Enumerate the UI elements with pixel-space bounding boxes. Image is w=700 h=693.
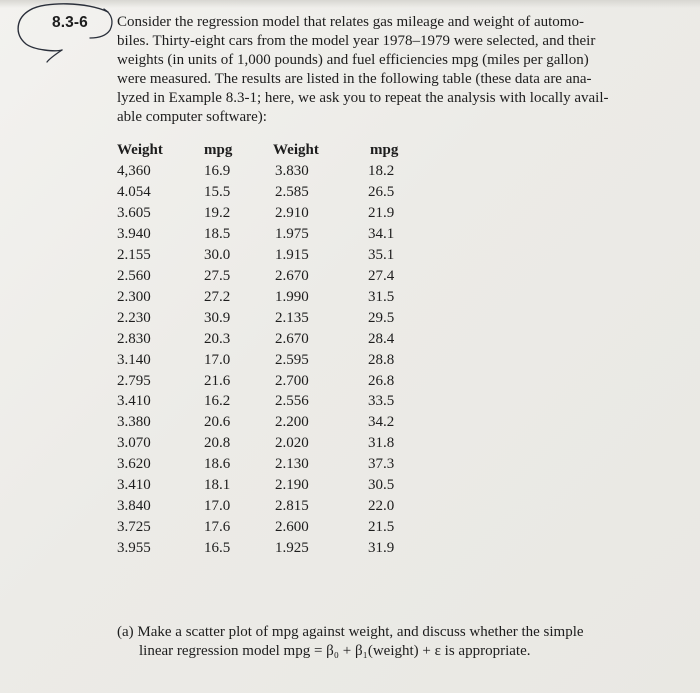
cell-weight: 2.020 [275,435,309,452]
cell-weight: 2.670 [275,330,309,347]
cell-weight: 3.070 [117,435,151,452]
cell-weight: 2.910 [275,204,309,221]
cell-weight: 2.670 [275,267,309,284]
cell-weight: 2.155 [117,246,151,263]
cell-weight: 2.795 [117,372,151,389]
problem-line: able computer software): [117,109,267,125]
cell-mpg: 17.0 [204,498,231,515]
cell-weight: 2.600 [275,519,309,536]
problem-statement [117,13,662,127]
cell-mpg: 28.4 [368,330,395,347]
cell-mpg: 17.6 [204,519,231,536]
cell-mpg: 26.5 [368,184,395,200]
cell-mpg: 29.5 [368,309,395,326]
cell-mpg: 16.9 [204,163,231,179]
cell-mpg: 20.6 [204,414,231,431]
cell-weight: 2.700 [275,372,309,389]
cell-mpg: 27.2 [204,288,231,305]
cell-mpg: 31.5 [368,288,395,305]
problem-line: biles. Thirty-eight cars from the model year 1978–1979 were selected, and their [117,33,596,49]
cell-mpg: 34.2 [368,414,395,431]
part-a-line: linear regression model mpg = β₀ + β₁(weight) + ε is appropriate. [139,643,531,659]
cell-mpg: 20.8 [204,435,231,452]
cell-mpg: 15.5 [204,184,231,200]
column-header-mpg: mpg [204,142,233,158]
cell-weight: 2.560 [117,267,151,284]
cell-mpg: 31.9 [368,540,395,557]
cell-mpg: 18.1 [204,477,231,494]
problem-line: were measured. The results are listed in the following table (these data are ana- [117,71,592,87]
cell-mpg: 35.1 [368,246,395,263]
cell-weight: 3.605 [117,204,151,221]
cell-weight: 2.815 [275,498,309,515]
cell-weight: 2.200 [275,414,309,431]
column-header-weight: Weight [273,142,319,158]
problem-number: 8.3-6 [52,14,88,31]
cell-mpg: 30.0 [204,246,231,263]
handwritten-circle-mark [0,0,130,80]
cell-weight: 3.955 [117,540,151,557]
cell-mpg: 28.8 [368,351,395,368]
cell-mpg: 27.4 [368,267,395,284]
cell-weight: 2.230 [117,309,151,326]
cell-mpg: 21.5 [368,519,395,536]
cell-mpg: 30.9 [204,309,231,326]
cell-mpg: 18.6 [204,456,231,473]
cell-mpg: 26.8 [368,372,395,389]
problem-line: lyzed in Example 8.3-1; here, we ask you to repeat the analysis with locally avail- [117,90,609,106]
cell-mpg: 18.2 [368,163,395,179]
cell-mpg: 18.5 [204,225,231,242]
part-a-line: (a) Make a scatter plot of mpg against weight, and discuss whether the simple [117,624,584,640]
cell-weight: 3.410 [117,393,151,410]
cell-weight: 3.725 [117,519,151,536]
cell-mpg: 31.8 [368,435,395,452]
cell-mpg: 30.5 [368,477,395,494]
cell-weight: 3.380 [117,414,151,431]
cell-weight: 3.840 [117,498,151,515]
cell-weight: 1.990 [275,288,309,305]
cell-weight: 2.556 [275,393,309,410]
cell-weight: 2.300 [117,288,151,305]
cell-mpg: 27.5 [204,267,231,284]
cell-mpg: 33.5 [368,393,395,410]
cell-weight: 2.830 [117,330,151,347]
cell-mpg: 16.2 [204,393,231,410]
cell-weight: 3.940 [117,225,151,242]
problem-line: Consider the regression model that relates gas mileage and weight of automo- [117,14,584,30]
column-header-weight: Weight [117,142,163,158]
problem-line: weights (in units of 1,000 pounds) and fuel efficiencies mpg (miles per gallon) [117,52,589,68]
cell-weight: 2.585 [275,184,309,200]
cell-weight: 1.975 [275,225,309,242]
cell-weight: 4,360 [117,163,151,179]
cell-mpg: 34.1 [368,225,395,242]
cell-weight: 2.130 [275,456,309,473]
cell-weight: 2.135 [275,309,309,326]
cell-weight: 2.595 [275,351,309,368]
cell-mpg: 21.9 [368,204,395,221]
column-header-mpg: mpg [370,142,399,158]
cell-weight: 4.054 [117,184,151,200]
cell-weight: 3.830 [275,163,309,179]
cell-weight: 1.915 [275,246,309,263]
cell-weight: 3.620 [117,456,151,473]
cell-weight: 1.925 [275,540,309,557]
cell-weight: 3.140 [117,351,151,368]
cell-mpg: 37.3 [368,456,395,473]
cell-mpg: 19.2 [204,204,231,221]
cell-mpg: 21.6 [204,372,231,389]
cell-mpg: 17.0 [204,351,231,368]
cell-weight: 3.410 [117,477,151,494]
cell-mpg: 22.0 [368,498,395,515]
part-a-question [117,623,677,661]
cell-weight: 2.190 [275,477,309,494]
cell-mpg: 20.3 [204,330,231,347]
cell-mpg: 16.5 [204,540,231,557]
